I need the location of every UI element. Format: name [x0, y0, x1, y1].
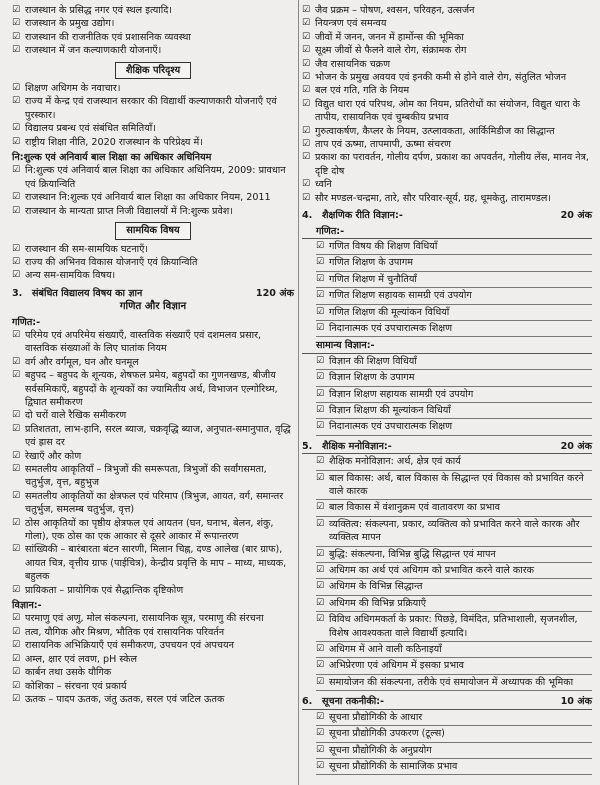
list-item — [12, 164, 294, 191]
checkbox-icon: ☑ — [316, 597, 325, 608]
list-item — [12, 490, 294, 517]
list-item — [12, 653, 294, 666]
checkbox-icon: ☑ — [12, 123, 21, 134]
list-item — [316, 419, 592, 435]
checkbox-icon: ☑ — [12, 423, 21, 434]
checkbox-icon: ☑ — [302, 152, 311, 163]
list-item-text: राजस्थान के मान्यता प्राप्त निजी विद्यालयों में नि:शुल्क प्रवेश। — [25, 205, 233, 217]
checkbox-icon: ☑ — [302, 5, 311, 15]
list-item — [316, 321, 592, 337]
list-item — [12, 136, 294, 149]
checkbox-icon: ☑ — [316, 760, 325, 771]
list-item — [12, 450, 294, 463]
science-pedagogy-list — [302, 353, 592, 436]
checkbox-icon: ☑ — [12, 626, 21, 637]
box-title-current-affairs: सामयिक विषय — [115, 222, 191, 239]
list-item-text: जैव प्रक्रम – पोषण, श्वसन, परिवहन, उत्सर्जन — [315, 5, 475, 16]
list-item — [12, 612, 294, 625]
checkbox-icon: ☑ — [316, 372, 325, 383]
math-list — [12, 329, 294, 597]
left-column — [12, 4, 294, 706]
list-item-text: शैक्षिक मनोविज्ञान: अर्थ, क्षेत्र एवं कार्य — [329, 456, 461, 468]
list-item — [12, 543, 294, 583]
list-item — [12, 44, 294, 57]
list-item — [316, 547, 592, 563]
list-item — [12, 95, 294, 122]
list-item-text: राज्य की अभिनव विकास योजनाएँ एवं क्रियान्विति — [25, 256, 198, 268]
list-item — [12, 243, 294, 256]
list-item-text: सौर मण्डल-चन्द्रमा, तारे, सौर परिवार-सूर्य, ग्रह, धूमकेतु, तारामण्डल। — [315, 192, 552, 204]
right-column — [302, 4, 592, 775]
list-item-text: ऊतक – पादप ऊतक, जंतु ऊतक, सरल एवं जटिल ऊतक — [25, 693, 225, 705]
checkbox-icon: ☑ — [12, 667, 21, 678]
list-item — [316, 454, 592, 470]
list-item-text: राज्य में केन्द्र एवं राजस्थान सरकार की विद्यार्थी कल्याणकारी योजनाएँ एवं पुरस्कार। — [25, 96, 277, 121]
column-divider — [298, 0, 299, 785]
list-item-text: दो चरों वाले रैखिक समीकरण — [25, 410, 127, 422]
list-item-text: शिक्षण अधिगम के नवाचार। — [25, 83, 121, 95]
checkbox-icon: ☑ — [316, 306, 325, 317]
checkbox-icon: ☑ — [316, 290, 325, 301]
list-item — [316, 239, 592, 255]
list-item-text: बाल विकास: अर्थ, बाल विकास के सिद्धान्त एवं विकास को प्रभावित करने वाले कारक — [329, 472, 584, 497]
checkbox-icon: ☑ — [316, 388, 325, 399]
list-item — [316, 563, 592, 579]
checkbox-icon: ☑ — [316, 502, 325, 513]
list-item-text: रासायनिक अभिक्रियाएँ एवं समीकरण, उपचयन एवं अपचयन — [25, 640, 234, 652]
checkbox-icon: ☑ — [302, 72, 311, 83]
list-item — [12, 584, 294, 597]
checkbox-icon: ☑ — [12, 243, 21, 254]
checkbox-icon: ☑ — [12, 18, 21, 29]
list-item-text: गणित शिक्षण में चुनौतियाँ — [329, 273, 417, 285]
educational-scenario-list — [12, 82, 294, 149]
checkbox-icon: ☑ — [302, 139, 311, 150]
list-item-text: विज्ञान शिक्षण की मूल्यांकन विधियाँ — [329, 404, 451, 416]
checkbox-icon: ☑ — [316, 565, 325, 576]
checkbox-icon: ☑ — [12, 329, 21, 340]
list-item-text: अधिगम का अर्थ एवं अधिगम को प्रभावित करने वाले कारक — [329, 565, 535, 577]
list-item — [302, 98, 592, 125]
list-item-text: विद्युत धारा एवं परिपथ, ओम का नियम, प्रतिरोधों का संयोजन, विद्युत धारा के तापीय, रासायनिक एवं चुम्बकीय प्रभाव — [315, 98, 580, 124]
list-item-text: जैव रासायनिक चक्रण — [315, 58, 391, 70]
list-item — [316, 658, 592, 674]
checkbox-icon: ☑ — [316, 644, 325, 655]
checkbox-icon: ☑ — [302, 18, 311, 29]
list-item — [316, 726, 592, 742]
list-item-text: विज्ञान की शिक्षण विधियाँ — [329, 355, 417, 367]
list-item — [12, 369, 294, 409]
list-item-text: ठोस आकृतियों का पृष्ठीय क्षेत्रफल एवं आयतन (घन, घनाभ, बेलन, शंकु, गोला), एक ठोस का एक आकार से दूसरे आकार में रूपान्तरण — [25, 517, 274, 543]
math-pedagogy-list — [302, 238, 592, 337]
list-item — [12, 31, 294, 44]
list-item-text: राजस्थान की राजनीतिक एवं प्रशासनिक व्यवस्था — [25, 31, 191, 43]
checkbox-icon: ☑ — [12, 640, 21, 651]
list-item-text: अभिप्रेरणा एवं अधिगम में इसका प्रभाव — [329, 660, 464, 672]
checkbox-icon: ☑ — [12, 83, 21, 94]
list-item-text: कार्बन तथा उसके यौगिक — [25, 667, 112, 679]
list-item-text: समतलीय आकृतियों का क्षेत्रफल एवं परिमाप (त्रिभुज, आयत, वर्ग, समान्तर चतुर्भुज, समलम्ब चतुर्भुज, वृत्त) — [25, 490, 284, 516]
list-item-text: रेखाएँ और कोण — [25, 450, 82, 462]
list-item-text: तत्व, यौगिक और मिश्रण, भौतिक एवं रासायनिक परिवर्तन — [25, 626, 225, 638]
checkbox-icon: ☑ — [12, 584, 21, 595]
list-item — [302, 71, 592, 84]
checkbox-icon: ☑ — [316, 355, 325, 366]
list-item-text: राजस्थान में जन कल्याणकारी योजनाएँ। — [25, 45, 162, 57]
checkbox-icon: ☑ — [12, 45, 21, 56]
checkbox-icon: ☑ — [302, 58, 311, 69]
section-3-subtitle: गणित और विज्ञान — [119, 301, 187, 313]
list-item — [316, 500, 592, 516]
checkbox-icon: ☑ — [316, 711, 325, 722]
checkbox-icon: ☑ — [302, 31, 311, 42]
box-title-educational-scenario: शैक्षिक परिदृश्य — [115, 62, 191, 79]
list-item-text: निदानात्मक एवं उपचारात्मक शिक्षण — [329, 322, 453, 334]
checkbox-icon: ☑ — [316, 322, 325, 333]
checkbox-icon: ☑ — [316, 614, 325, 625]
checkbox-icon: ☑ — [302, 98, 311, 109]
checkbox-icon: ☑ — [302, 85, 311, 96]
checkbox-icon: ☑ — [302, 125, 311, 136]
list-item — [12, 517, 294, 544]
list-item-text: प्रायिकता – प्रायोगिक एवं सैद्धान्तिक दृष्टिकोण — [25, 584, 184, 596]
list-item-text: सूचना प्रौद्योगिकी के सामाजिक प्रभाव — [329, 760, 458, 772]
list-item-text: अम्ल, क्षार एवं लवण, pH स्केल — [25, 653, 137, 665]
checkbox-icon: ☑ — [12, 464, 21, 474]
list-item-text: अन्य सम-सामयिक विषय। — [25, 270, 116, 282]
science-list — [12, 612, 294, 706]
list-item — [12, 329, 294, 356]
science-heading: विज्ञान:- — [12, 600, 42, 612]
checkbox-icon: ☑ — [316, 548, 325, 559]
checkbox-icon: ☑ — [12, 613, 21, 624]
checkbox-icon: ☑ — [12, 31, 21, 42]
checkbox-icon: ☑ — [12, 136, 21, 147]
list-item-text: राजस्थान के प्रसिद्ध नगर एवं स्थल इत्यादि। — [25, 5, 172, 16]
list-item-text: जीवों में जनन, जनन में हार्मोन्स की भूमिका — [315, 31, 464, 43]
list-item-text: अधिगम की विभिन्न प्रक्रियाएँ — [329, 597, 427, 609]
checkbox-icon: ☑ — [12, 270, 21, 281]
list-item — [302, 178, 592, 191]
list-item — [12, 82, 294, 95]
checkbox-icon: ☑ — [12, 693, 21, 704]
list-item-text: समतलीय आकृतियाँ – त्रिभुजों की समरूपता, त्रिभुजों की सर्वांगसमता, चतुर्भुज, वृत्त, बहुभुज — [25, 464, 267, 489]
section-3-heading: 3. संबंधित विद्यालय विषय का ज्ञान 120 अंक — [12, 287, 294, 299]
checkbox-icon: ☑ — [316, 257, 325, 268]
checkbox-icon: ☑ — [316, 456, 325, 467]
list-item — [316, 642, 592, 658]
list-item-text: बहुपद – बहुपद के शून्यक, शेषफल प्रमेय, बहुपदों का गुणनखण्ड, बीजीय सर्वसमिकाएँ, बहुपदों के शून्यकों का ज्यामितीय अर्थ, विभाजन एल्गोरिथ्म, द्विघात समीकरण — [25, 370, 278, 408]
checkbox-icon: ☑ — [12, 410, 21, 421]
list-item-text: ध्वनि — [315, 179, 332, 191]
list-item-text: नि:शुल्क एवं अनिवार्य बाल शिक्षा का अधिकार अधिनियम, 2009: प्रावधान एवं क्रियान्विति — [25, 165, 286, 190]
checkbox-icon: ☑ — [12, 370, 21, 381]
checkbox-icon: ☑ — [12, 680, 21, 691]
list-item — [12, 626, 294, 639]
list-item — [12, 191, 294, 204]
list-item — [12, 205, 294, 218]
checkbox-icon: ☑ — [12, 356, 21, 367]
ict-list — [302, 709, 592, 776]
list-item-text: अधिगम के विभिन्न सिद्धान्त — [329, 581, 423, 593]
checkbox-icon: ☑ — [316, 660, 325, 671]
list-item — [12, 680, 294, 693]
list-item — [316, 305, 592, 321]
list-item-text: वर्ग और वर्गमूल, घन और घनमूल — [25, 356, 139, 368]
list-item-text: राजस्थान के प्रमुख उद्योग। — [25, 18, 115, 30]
list-item-text: गणित विषय की शिक्षण विधियाँ — [329, 240, 438, 252]
list-item — [12, 666, 294, 679]
list-item — [12, 17, 294, 30]
list-item-text: ताप एवं ऊष्मा, तापमापी, ऊष्मा संचरण — [315, 139, 451, 151]
list-item-text: सांख्यिकी – बारंबारता बंटन सारणी, मिलान चिह्न, दण्ड आलेख (बार ग्राफ), आयत चित्र, वृत्तीय ग्राफ (पाईचित्र), केन्द्रीय प्रवृत्ति के माप – माध्य, माध्यक, बहुलक — [25, 544, 287, 583]
list-item-text: विज्ञान शिक्षण सहायक सामग्री एवं उपयोग — [329, 388, 474, 400]
list-item-text: प्रकाश का परावर्तन, गोलीय दर्पण, प्रकाश का अपवर्तन, गोलीय लेंस, मानव नेत्र, दृष्टि दोष — [315, 152, 589, 177]
checkbox-icon: ☑ — [12, 450, 21, 461]
checkbox-icon: ☑ — [316, 404, 325, 415]
checkbox-icon: ☑ — [316, 676, 325, 687]
checkbox-icon: ☑ — [12, 96, 21, 107]
list-item-text: विद्यालय प्रबन्ध एवं संबंधित समितियाँ। — [25, 123, 156, 135]
list-item-text: निदानात्मक एवं उपचारात्मक शिक्षण — [329, 421, 453, 433]
checkbox-icon: ☑ — [316, 472, 325, 483]
checkbox-icon: ☑ — [12, 517, 21, 528]
list-item — [12, 122, 294, 135]
list-item — [316, 710, 592, 726]
list-item-text: प्रतिशतता, लाभ-हानि, सरल ब्याज, चक्रवृद्धि ब्याज, अनुपात-समानुपात, वृद्धि एवं ह्रास दर — [25, 423, 291, 449]
list-item — [316, 579, 592, 595]
list-item — [302, 31, 592, 44]
list-item-text: गणित शिक्षण के उपागम — [329, 257, 413, 269]
list-item — [316, 370, 592, 386]
list-item — [12, 409, 294, 422]
checkbox-icon: ☑ — [12, 192, 21, 203]
list-item-text: बल एवं गति, गति के नियम — [315, 85, 410, 97]
list-item — [316, 743, 592, 759]
list-item — [302, 84, 592, 97]
checkbox-icon: ☑ — [12, 205, 21, 216]
list-item-text: विज्ञान शिक्षण के उपागम — [329, 372, 415, 384]
rte-heading: नि:शुल्क एवं अनिवार्य बाल शिक्षा का अधिकार अधिनियम — [12, 152, 212, 164]
list-item — [12, 356, 294, 369]
checkbox-icon: ☑ — [302, 192, 311, 203]
list-item — [316, 272, 592, 288]
list-item-text: परिमेय एवं अपरिमेय संख्याएँ, वास्तविक संख्याएँ एवं दशमलव प्रसार, वास्तविक संख्याओं के लिए घातांक नियम — [25, 329, 262, 355]
list-item — [12, 423, 294, 450]
checkbox-icon: ☑ — [316, 728, 325, 739]
list-item — [302, 125, 592, 138]
checkbox-icon: ☑ — [12, 544, 21, 555]
list-item — [302, 44, 592, 57]
list-item — [316, 255, 592, 271]
checkbox-icon: ☑ — [12, 490, 21, 501]
list-item — [12, 269, 294, 282]
math-heading: गणित:- — [12, 316, 41, 328]
left-top-list — [12, 4, 294, 58]
list-item-text: कोशिका – संरचना एवं प्रकार्य — [25, 680, 127, 692]
checkbox-icon: ☑ — [12, 165, 21, 176]
list-item — [316, 354, 592, 370]
list-item-text: राजस्थान नि:शुल्क एवं अनिवार्य बाल शिक्षा का अधिकार नियम, 2011 — [25, 192, 271, 204]
checkbox-icon: ☑ — [12, 5, 21, 15]
list-item — [12, 256, 294, 269]
list-item — [302, 4, 592, 17]
list-item-text: गणित शिक्षण की मूल्यांकन विधियाँ — [329, 306, 450, 318]
list-item-text: सूचना प्रौद्योगिकी के अनुप्रयोग — [329, 744, 432, 756]
list-item — [302, 58, 592, 71]
list-item — [316, 759, 592, 775]
list-item-text: समायोजन की संकल्पना, तरीके एवं समायोजन में अध्यापक की भूमिका — [329, 676, 574, 688]
list-item-text: विविध अधिगमकर्ता के प्रकार: पिछड़े, विमंदित, प्रतिभाशाली, सृजनशील, विशेष आवश्यकता वाले विद्यार्थी इत्यादि। — [329, 614, 578, 639]
list-item — [316, 288, 592, 304]
list-item — [12, 639, 294, 652]
list-item — [316, 387, 592, 403]
list-item-text: गणित शिक्षण सहायक सामग्री एवं उपयोग — [329, 290, 472, 302]
science-pedagogy-heading: सामान्य विज्ञान:- — [316, 340, 375, 352]
list-item-text: अधिगम में आने वाली कठिनाइयाँ — [329, 644, 442, 656]
list-item-text: सूचना प्रौद्योगिकी के आधार — [329, 711, 423, 723]
list-item-text: भोजन के प्रमुख अवयव एवं इनकी कमी से होने वाले रोग, संतुलित भोजन — [315, 72, 567, 84]
list-item — [316, 675, 592, 691]
list-item — [316, 403, 592, 419]
list-item-text: सूचना प्रौद्योगिकी उपकरण (टूल्स) — [329, 728, 445, 740]
rte-list — [12, 164, 294, 218]
list-item-text: बुद्धि: संकल्पना, विभिन्न बुद्धि सिद्धान्त एवं मापन — [329, 548, 496, 560]
list-item — [12, 463, 294, 490]
list-item — [302, 151, 592, 178]
list-item — [302, 17, 592, 30]
list-item-text: गुरुत्वाकर्षण, कैप्लर के नियम, उत्प्लावकता, आर्किमिडीज का सिद्धान्त — [315, 125, 555, 137]
list-item — [316, 596, 592, 612]
section-6-heading: 6. सूचना तकनीकी:- 10 अंक — [302, 696, 592, 708]
checkbox-icon: ☑ — [316, 518, 325, 529]
list-item — [316, 612, 592, 642]
section-4-heading: 4. शैक्षणिक रीति विज्ञान:- 20 अंक — [302, 210, 592, 222]
checkbox-icon: ☑ — [316, 581, 325, 592]
list-item-text: राजस्थान की सम-सामयिक घटनाएँ। — [25, 243, 149, 255]
list-item-text: परमाणु एवं अणु, मोल संकल्पना, रासायनिक सूत्र, परमाणु की संरचना — [25, 613, 264, 625]
checkbox-icon: ☑ — [12, 256, 21, 267]
list-item — [302, 192, 592, 205]
list-item-text: सूक्ष्म जीवों से फैलने वाले रोग, संक्रामक रोग — [315, 45, 467, 57]
section-5-heading: 5. शैक्षिक मनोविज्ञान:- 20 अंक — [302, 440, 592, 452]
list-item — [316, 471, 592, 501]
list-item — [12, 693, 294, 706]
current-affairs-list — [12, 243, 294, 283]
checkbox-icon: ☑ — [316, 421, 325, 432]
list-item-text: नियन्त्रण एवं समन्वय — [315, 18, 387, 30]
psychology-list — [302, 453, 592, 691]
checkbox-icon: ☑ — [316, 273, 325, 284]
checkbox-icon: ☑ — [316, 240, 325, 251]
list-item-text: बाल विकास में वंशानुक्रम एवं वातावरण का प्रभाव — [329, 502, 500, 514]
checkbox-icon: ☑ — [316, 744, 325, 755]
checkbox-icon: ☑ — [302, 45, 311, 56]
checkbox-icon: ☑ — [12, 653, 21, 664]
right-top-list — [302, 4, 592, 205]
list-item-text: राष्ट्रीय शिक्षा नीति, 2020 राजस्थान के परिप्रेक्ष्य में। — [25, 136, 203, 148]
list-item — [302, 138, 592, 151]
math-pedagogy-heading: गणित:- — [316, 225, 345, 237]
list-item — [316, 517, 592, 547]
list-item-text: व्यक्तित्व: संकल्पना, प्रकार, व्यक्तित्व को प्रभावित करने वाले कारक और व्यक्तित्व मापन — [329, 518, 580, 544]
checkbox-icon: ☑ — [302, 179, 311, 190]
list-item — [12, 4, 294, 17]
